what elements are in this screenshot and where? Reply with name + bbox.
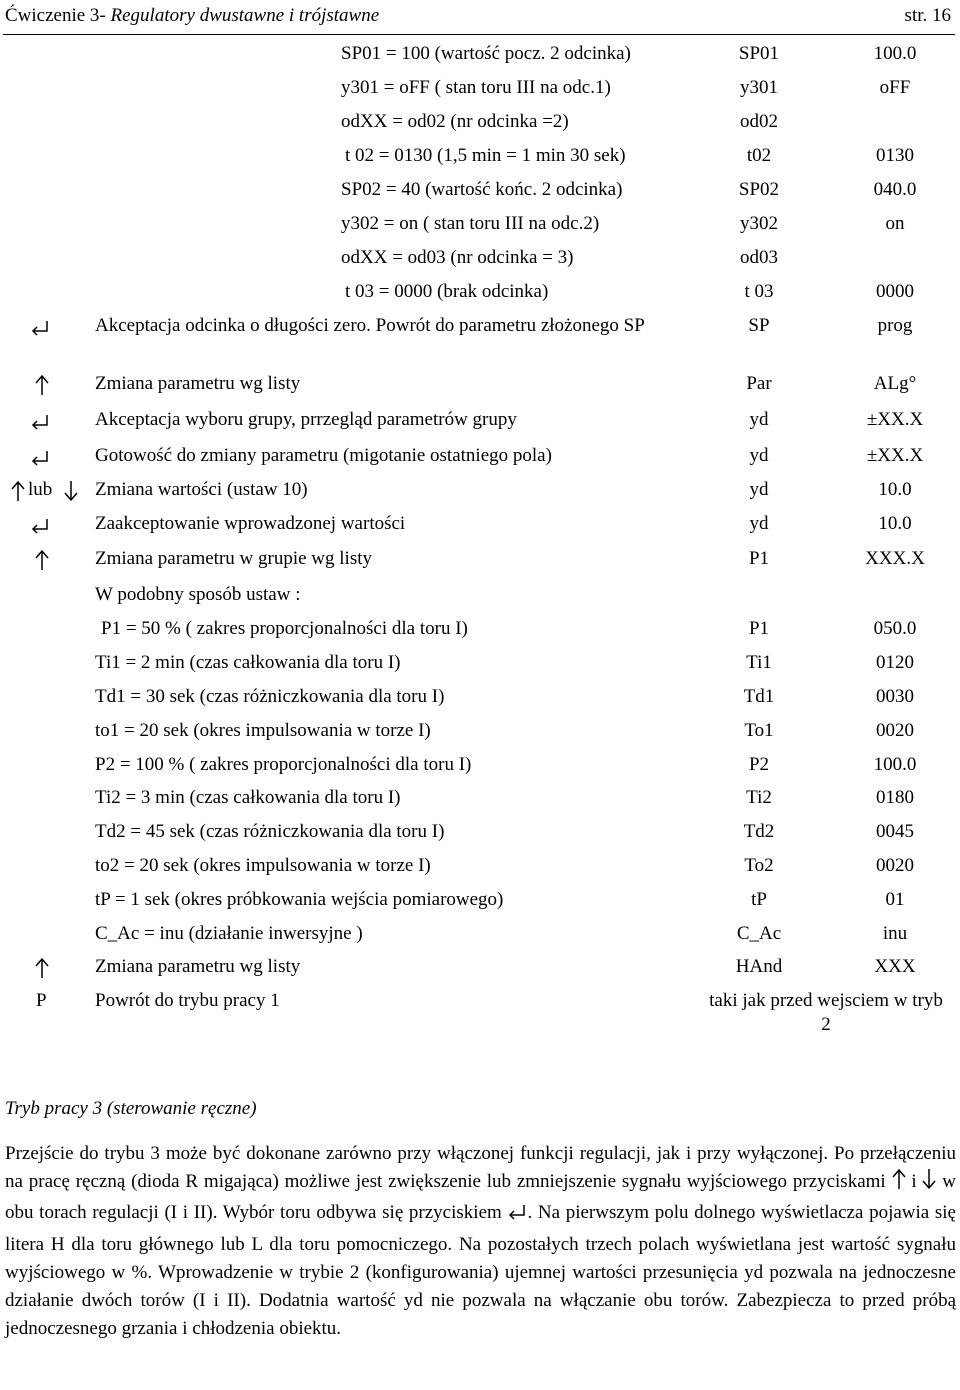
step-symbol xyxy=(8,408,88,432)
display-value: oFF xyxy=(879,77,911,98)
step-row xyxy=(0,753,960,783)
up-arrow-icon xyxy=(35,957,49,979)
step-row xyxy=(0,651,960,681)
step-symbol xyxy=(8,955,88,979)
enter-key-icon xyxy=(507,1202,527,1230)
step-description: Ti1 = 2 min (czas całkowania dla toru I) xyxy=(95,652,401,673)
display-code: P1 xyxy=(748,548,770,569)
paragraph-text-conj: i xyxy=(905,1171,923,1193)
step-row xyxy=(0,512,960,542)
step-description: t 03 = 0000 (brak odcinka) xyxy=(345,281,549,302)
step-description: Zaakceptowanie wprowadzonej wartości xyxy=(95,513,406,534)
enter-key-icon xyxy=(30,517,50,537)
step-description: P1 = 50 % ( zakres proporcjonalności dla toru I) xyxy=(101,618,468,639)
display-code: C_Ac xyxy=(736,923,782,944)
display-code: od02 xyxy=(740,111,778,132)
display-code: Par xyxy=(746,373,772,394)
step-symbol xyxy=(8,42,88,66)
display-value: ±XX.X xyxy=(866,409,924,430)
step-row xyxy=(0,547,960,577)
header-title xyxy=(5,5,379,27)
display-code: P1 xyxy=(748,618,770,639)
step-row xyxy=(0,989,960,1049)
header-title-italic: Regulatory dwustawne i trójstawne xyxy=(110,5,380,26)
display-code: SP xyxy=(748,315,770,336)
lub-label: lub xyxy=(28,479,53,500)
display-code: t02 xyxy=(746,145,772,166)
step-description: Gotowość do zmiany parametru (migotanie ostatniego pola) xyxy=(95,445,552,466)
step-row xyxy=(0,280,960,310)
step-symbol xyxy=(8,617,88,641)
display-value: 100.0 xyxy=(873,43,917,64)
enter-key-icon xyxy=(30,449,50,469)
step-description: Ti2 = 3 min (czas całkowania dla toru I) xyxy=(95,787,401,808)
step-description: odXX = od02 (nr odcinka =2) xyxy=(341,111,569,132)
display-value: 050.0 xyxy=(873,618,917,639)
display-code: Td2 xyxy=(743,821,775,842)
step-row xyxy=(0,314,960,362)
step-symbol xyxy=(8,651,88,675)
step-row xyxy=(0,144,960,174)
display-code: y302 xyxy=(740,213,778,234)
display-value: 0020 xyxy=(876,855,914,876)
display-value: XXX.X xyxy=(865,548,925,569)
step-description: W podobny sposób ustaw : xyxy=(95,584,301,605)
p-key-label: P xyxy=(36,990,47,1011)
display-value: ALg° xyxy=(873,373,917,394)
step-symbol xyxy=(8,314,88,338)
display-value: 10.0 xyxy=(878,513,912,534)
up-arrow-icon xyxy=(892,1168,906,1199)
display-code: t 03 xyxy=(744,281,774,302)
paragraph-text-2: w obu torach regulacji (I i II). Wybór toru odbywa się przyciskiem xyxy=(5,1171,956,1224)
step-symbol xyxy=(8,786,88,810)
step-row xyxy=(0,820,960,850)
step-row xyxy=(0,110,960,140)
step-symbol xyxy=(8,444,88,468)
display-code: taki jak przed wejsciem w tryb 2 xyxy=(709,990,943,1035)
step-description: Zmiana parametru wg listy xyxy=(95,956,301,977)
step-row xyxy=(0,408,960,438)
step-description: to1 = 20 sek (okres impulsowania w torze I) xyxy=(95,720,431,741)
page-number: str. 16 xyxy=(904,5,951,26)
step-symbol xyxy=(8,478,88,502)
step-row xyxy=(0,719,960,749)
display-value: prog xyxy=(877,315,913,336)
step-row xyxy=(0,42,960,72)
step-row xyxy=(0,888,960,918)
step-description: Powrót do trybu pracy 1 xyxy=(95,990,280,1011)
step-description: C_Ac = inu (działanie inwersyjne ) xyxy=(95,923,363,944)
step-description: SP01 = 100 (wartość pocz. 2 odcinka) xyxy=(341,43,631,64)
display-code: To1 xyxy=(744,720,774,741)
page-header xyxy=(5,5,951,29)
step-description: t 02 = 0130 (1,5 min = 1 min 30 sek) xyxy=(345,145,626,166)
step-symbol xyxy=(8,888,88,912)
display-code: SP02 xyxy=(738,179,780,200)
step-symbol xyxy=(8,685,88,709)
header-divider xyxy=(3,34,955,35)
step-row xyxy=(0,617,960,647)
display-code: Ti2 xyxy=(746,787,772,808)
step-description: Zmiana parametru w grupie wg listy xyxy=(95,548,373,569)
display-code: yd xyxy=(749,513,769,534)
display-value: 0000 xyxy=(876,281,914,302)
step-description: y302 = on ( stan toru III na odc.2) xyxy=(341,213,600,234)
step-row xyxy=(0,583,960,613)
display-code: y301 xyxy=(740,77,778,98)
display-value: inu xyxy=(882,923,908,944)
display-code: tP xyxy=(751,889,767,910)
step-row xyxy=(0,212,960,242)
display-value: 01 xyxy=(885,889,905,910)
step-description: tP = 1 sek (okres próbkowania wejścia pomiarowego) xyxy=(95,889,504,910)
up-arrow-icon xyxy=(11,480,25,502)
step-symbol xyxy=(8,212,88,236)
paragraph-text-3: . Na pierwszym polu dolnego wyświetlacza pojawia się litera H dla toru głównego lub L dla toru pomocniczego. Na pozostałych trzech polach wyświetlana jest wartość sygnału wyjściowego w %. Wprowadzenie w trybie 2 (konfigurowania) ujemnej wartości przesunięcia yd pozwala na jednoczesne działanie dwóch torów (I i II). Dodatnia wartość yd nie pozwala na włączanie obu torów. Zabezpiecza to przed próbą jednoczesnego grzania i chłodzenia obiektu. xyxy=(5,1202,956,1340)
display-code: SP01 xyxy=(738,43,780,64)
display-value: ±XX.X xyxy=(866,445,924,466)
display-code: od03 xyxy=(740,247,778,268)
display-code: yd xyxy=(749,479,769,500)
display-value: 0120 xyxy=(876,652,914,673)
display-value: 0030 xyxy=(876,686,914,707)
step-symbol xyxy=(8,753,88,777)
display-code: P2 xyxy=(748,754,770,775)
step-description: Td2 = 45 sek (czas różniczkowania dla toru I) xyxy=(95,821,445,842)
step-symbol xyxy=(8,547,88,571)
step-row xyxy=(0,246,960,276)
step-symbol xyxy=(8,178,88,202)
paragraph-text-1: Przejście do trybu 3 może być dokonane zarówno przy włączonej funkcji regulacji, jak i przy wyłączonej. Po przełączeniu na pracę ręczną (dioda R migająca) możliwe jest zwiększenie lub zmniejszenie sygnału wyjściowego przyciskami xyxy=(5,1143,956,1193)
step-row xyxy=(0,786,960,816)
step-row xyxy=(0,922,960,952)
step-symbol xyxy=(8,372,88,396)
step-symbol xyxy=(8,922,88,946)
display-value: 0130 xyxy=(876,145,914,166)
display-value: 0180 xyxy=(876,787,914,808)
step-row xyxy=(0,76,960,106)
display-code: yd xyxy=(749,409,769,430)
step-row xyxy=(0,478,960,508)
step-description: Akceptacja odcinka o długości zero. Powrót do parametru złożonego SP xyxy=(95,315,645,336)
step-description: Zmiana wartości (ustaw 10) xyxy=(95,479,308,500)
display-code: HAnd xyxy=(735,956,783,977)
display-code: yd xyxy=(749,445,769,466)
display-value: 0020 xyxy=(876,720,914,741)
step-row xyxy=(0,685,960,715)
display-value: XXX xyxy=(874,956,916,977)
step-row xyxy=(0,178,960,208)
step-description: odXX = od03 (nr odcinka = 3) xyxy=(341,247,574,268)
step-symbol xyxy=(8,854,88,878)
up-arrow-icon xyxy=(35,374,49,396)
display-value: 10.0 xyxy=(878,479,912,500)
up-arrow-icon xyxy=(35,549,49,571)
step-description: Zmiana parametru wg listy xyxy=(95,373,301,394)
display-value: 0045 xyxy=(876,821,914,842)
display-value: 100.0 xyxy=(873,754,917,775)
step-symbol xyxy=(8,512,88,536)
step-symbol xyxy=(8,280,88,304)
step-description: P2 = 100 % ( zakres proporcjonalności dla toru I) xyxy=(95,754,472,775)
step-description: to2 = 20 sek (okres impulsowania w torze I) xyxy=(95,855,431,876)
step-row xyxy=(0,955,960,985)
step-symbol xyxy=(8,989,88,1013)
section-title: Tryb pracy 3 (sterowanie ręczne) xyxy=(5,1098,257,1119)
display-code: Ti1 xyxy=(746,652,772,673)
step-symbol xyxy=(8,144,88,168)
step-symbol xyxy=(8,76,88,100)
step-row xyxy=(0,444,960,474)
display-value: on xyxy=(885,213,905,234)
step-symbol xyxy=(8,110,88,134)
step-description: y301 = oFF ( stan toru III na odc.1) xyxy=(341,77,611,98)
down-arrow-icon xyxy=(922,1168,936,1199)
display-code: To2 xyxy=(744,855,774,876)
step-symbol xyxy=(8,246,88,270)
section-paragraph xyxy=(5,1140,956,1343)
down-arrow-icon xyxy=(64,480,78,502)
header-title-prefix: Ćwiczenie 3- xyxy=(5,5,111,26)
step-description: SP02 = 40 (wartość końc. 2 odcinka) xyxy=(341,179,623,200)
step-row xyxy=(0,854,960,884)
display-code: Td1 xyxy=(743,686,775,707)
step-description: Td1 = 30 sek (czas różniczkowania dla toru I) xyxy=(95,686,445,707)
step-symbol xyxy=(8,820,88,844)
step-row xyxy=(0,372,960,402)
step-symbol xyxy=(8,583,88,607)
step-symbol xyxy=(8,719,88,743)
enter-key-icon xyxy=(30,413,50,433)
step-description: Akceptacja wyboru grupy, prrzegląd parametrów grupy xyxy=(95,409,517,430)
display-value: 040.0 xyxy=(873,179,917,200)
enter-key-icon xyxy=(30,319,50,339)
